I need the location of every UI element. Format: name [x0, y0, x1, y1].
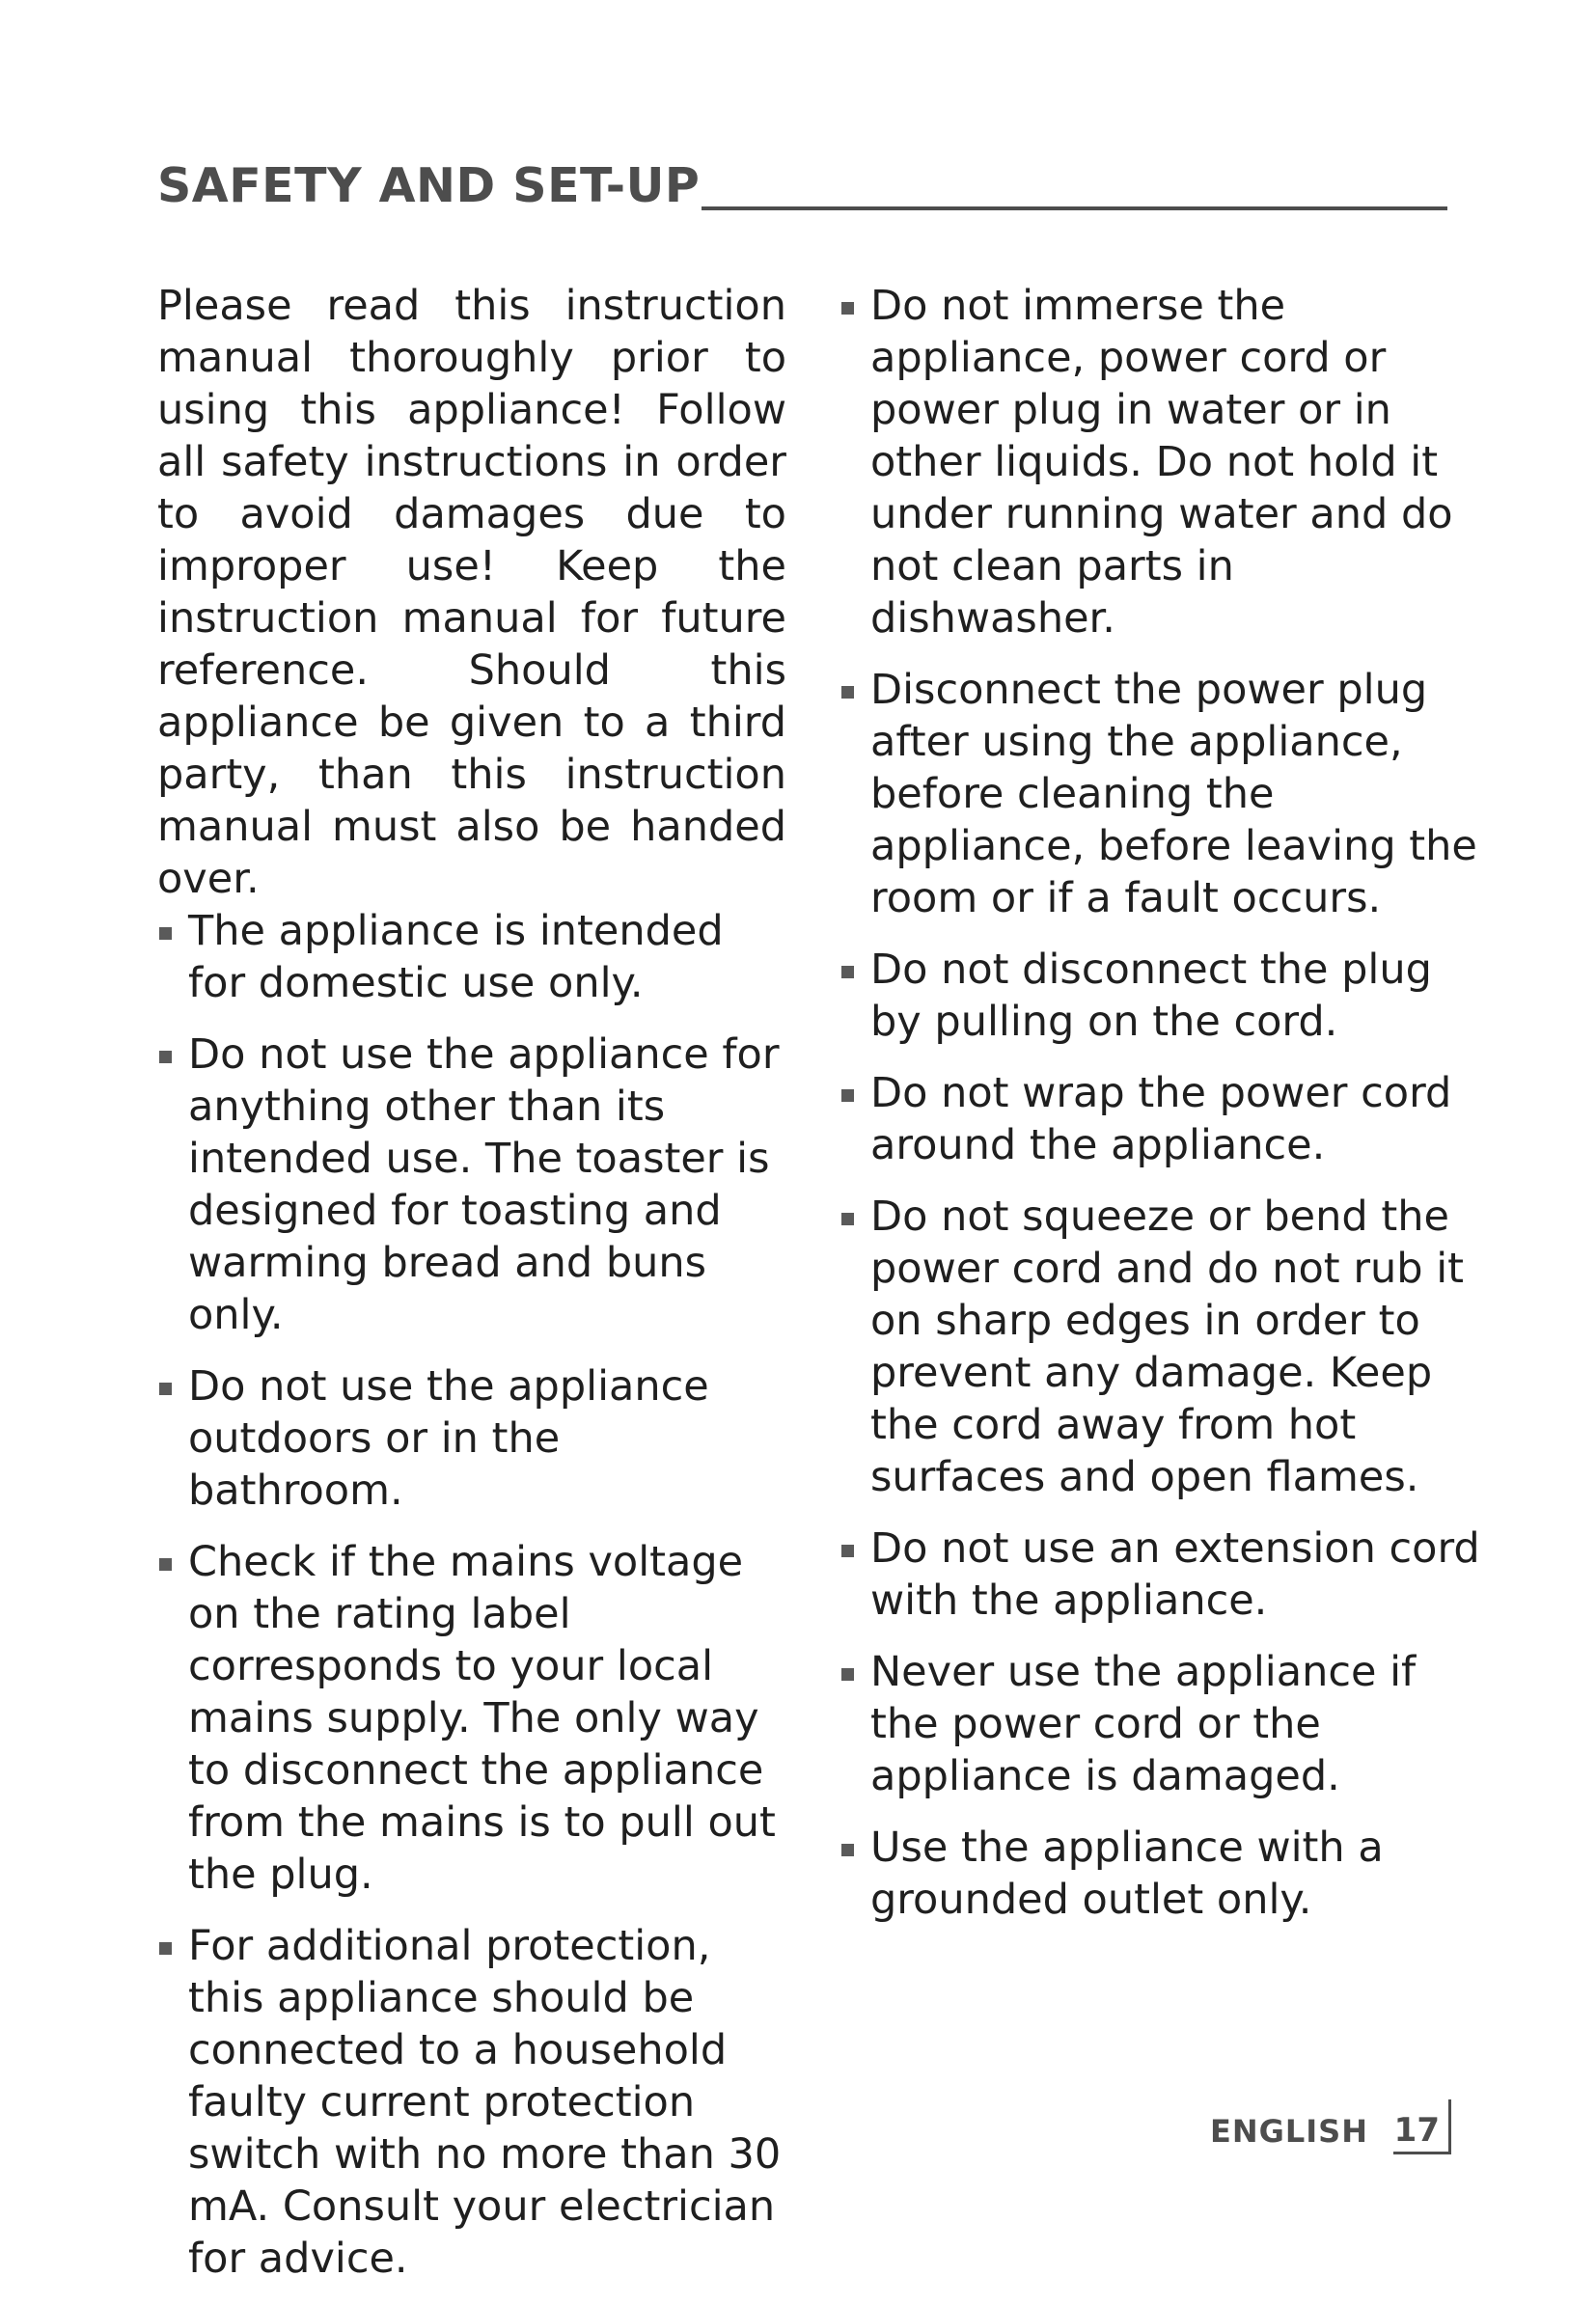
- page-number: 17: [1393, 2111, 1440, 2150]
- list-item-text: Disconnect the power plug after using the appliance, before cleaning the appliance, before leaving the room or if a fault occurs.: [870, 666, 1477, 922]
- list-item-text: Check if the mains voltage on the rating label corresponds to your local mains supply. The only way to disconnect the appliance from the mains is to pull out the plug.: [188, 1538, 776, 1899]
- list-item: [839, 280, 1492, 645]
- list-item: [839, 1646, 1492, 1802]
- square-bullet-icon: [159, 1942, 172, 1955]
- right-bullet-list: [839, 280, 1492, 1926]
- list-item: [839, 944, 1492, 1048]
- list-item-text: Never use the appliance if the power cord or the appliance is damaged.: [870, 1648, 1417, 1800]
- page-header: [157, 152, 1447, 220]
- list-item: [839, 1067, 1492, 1171]
- list-item-text: Do not use the appliance outdoors or in the bathroom.: [188, 1362, 709, 1515]
- square-bullet-icon: [159, 1383, 172, 1395]
- square-bullet-icon: [841, 966, 854, 978]
- title-underline: [702, 206, 1447, 210]
- square-bullet-icon: [841, 1213, 854, 1225]
- list-item: [157, 1536, 786, 1901]
- list-item-text: The appliance is intended for domestic use only.: [188, 907, 724, 1007]
- square-bullet-icon: [159, 1558, 172, 1571]
- list-item: [157, 905, 786, 1009]
- footer-language: ENGLISH: [1209, 2113, 1368, 2150]
- page-number-bracket-vertical: [1448, 2099, 1451, 2153]
- left-bullet-list: [157, 905, 786, 2285]
- list-item: [839, 1822, 1492, 1926]
- list-item-text: Do not disconnect the plug by pulling on the cord.: [870, 946, 1432, 1046]
- page-footer: [1197, 2092, 1457, 2159]
- list-item-text: For additional protection, this appliance should be connected to a household faulty current protection switch with no more than 30 mA. Consult your electrician for advice.: [188, 1922, 782, 2283]
- list-item-text: Do not use the appliance for anything other than its intended use. The toaster is designed for toasting and warming bread and buns only.: [188, 1030, 780, 1339]
- square-bullet-icon: [841, 686, 854, 699]
- list-item-text: Do not squeeze or bend the power cord and do not rub it on sharp edges in order to prevent any damage. Keep the cord away from hot surfaces and open flames.: [870, 1193, 1465, 1501]
- intro-paragraph: Please read this instruction manual thoroughly prior to using this appliance! Follow all safety instructions in order to avoid damages due to improper use! Keep the instruction manual for future reference. Should this appliance be given to a third party, than this instruction manual must also be handed over.: [157, 282, 786, 903]
- list-item: [839, 1522, 1492, 1627]
- list-item-text: Do not use an extension cord with the appliance.: [870, 1524, 1480, 1625]
- square-bullet-icon: [841, 1089, 854, 1102]
- square-bullet-icon: [841, 302, 854, 315]
- square-bullet-icon: [159, 1051, 172, 1063]
- list-item: [157, 1920, 786, 2285]
- square-bullet-icon: [841, 1545, 854, 1557]
- page-number-bracket-horizontal: [1393, 2152, 1451, 2154]
- list-item: [839, 1191, 1492, 1503]
- list-item-text: Do not wrap the power cord around the appliance.: [870, 1069, 1452, 1169]
- square-bullet-icon: [159, 927, 172, 940]
- page-title: SAFETY AND SET-UP: [157, 158, 701, 213]
- list-item-text: Do not immerse the appliance, power cord or power plug in water or in other liquids. Do not hold it under running water and do not clean parts in dishwasher.: [870, 282, 1453, 643]
- square-bullet-icon: [841, 1668, 854, 1681]
- list-item: [157, 1029, 786, 1341]
- square-bullet-icon: [841, 1844, 854, 1856]
- list-item: [839, 664, 1492, 924]
- list-item: [157, 1360, 786, 1517]
- list-item-text: Use the appliance with a grounded outlet only.: [870, 1824, 1384, 1924]
- left-column: [157, 280, 786, 2304]
- right-column: [839, 280, 1492, 1945]
